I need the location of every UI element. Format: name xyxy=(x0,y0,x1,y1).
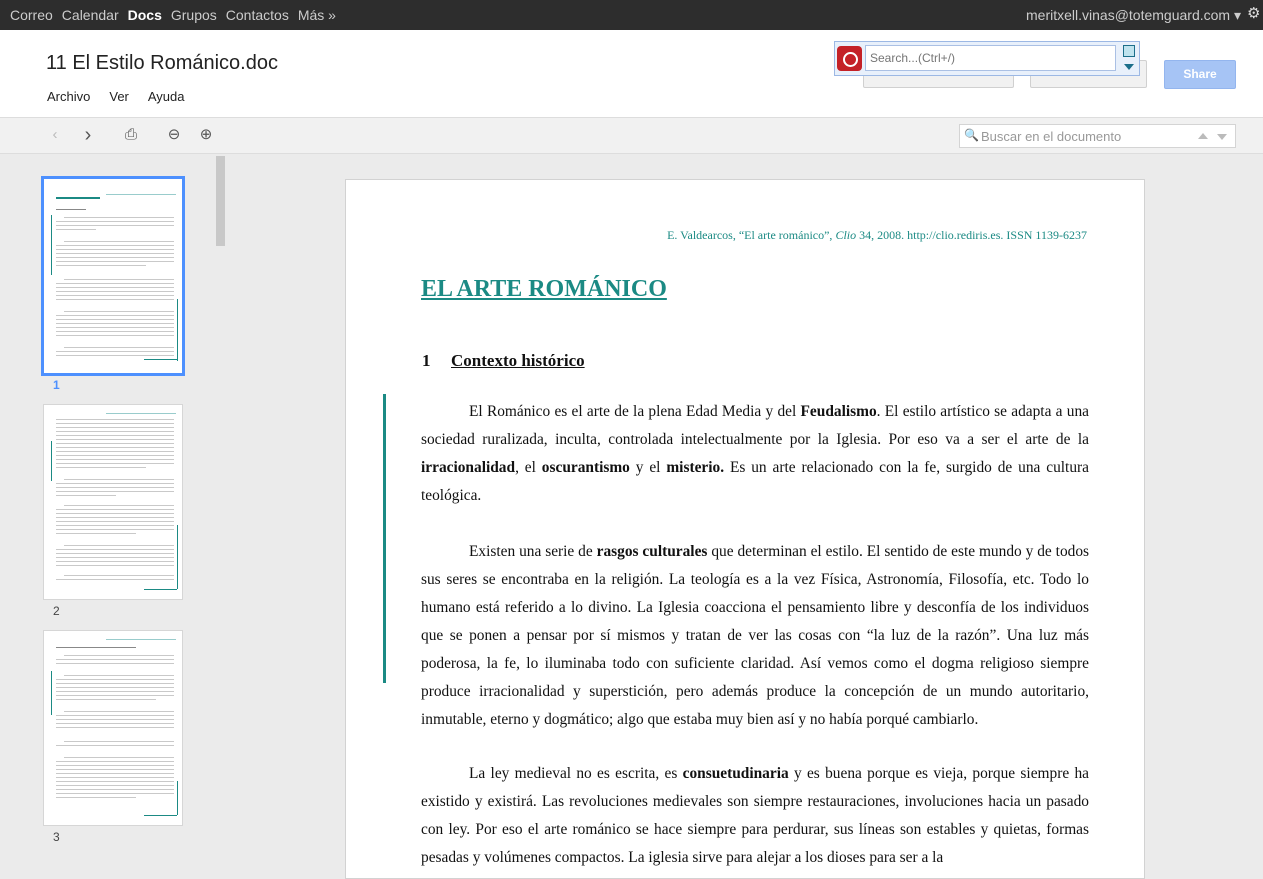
new-window-icon[interactable] xyxy=(1123,45,1135,57)
text-run: rasgos culturales xyxy=(596,543,708,560)
text-run: y es buena porque es vieja, porque siempre ha existido y existirá. Las revoluciones medievales son siempre restauraciones, involuciones hacia un pasado con ley. Por eso el arte románico se hace siempre para perdurar, sus líneas son estables y quietas, formas pesadas y volúmenes compactos. La iglesia sirve para alejar a los dioses para ser a la xyxy=(421,765,1089,866)
citation-journal: Clio xyxy=(835,228,857,242)
page-thumbnail-2[interactable] xyxy=(43,404,183,600)
text-run: que determinan el estilo. El sentido de este mundo y de todos sus seres se encontraba en la religión. La teología es a la vez Física, Astronomía, Filosofía, etc. Todo lo humano está referido a lo divino. La Iglesia coacciona el pensamiento libre y desconfía de los individuos que se ponen a pensar por sí mismos y tratan de ver las cosas con “la luz de la razón”. Una luz más poderosa, la fe, lo iluminaba todo con suficiente claridad. Así vemos como el dogma religioso siempre produce irracionalidad y superstición, pero además produce la concepción de un mundo autoritario, inmutable, eterno y dogmático; algo que estaba muy bien así y no había porqué cambiarlo. xyxy=(421,543,1090,728)
search-icon: 🔍 xyxy=(964,128,979,142)
text-run: misterio. xyxy=(666,459,725,476)
text-run: irracionalidad xyxy=(421,459,516,476)
text-run: La ley medieval no es escrita, es xyxy=(469,765,683,782)
text-run: . El estilo artístico se adapta a una sociedad ruralizada, inculta, controlada intelectualmente por la Iglesia. Por eso va a ser el arte de la xyxy=(421,403,1089,448)
citation-details: 34, 2008. http://clio.rediris.es. ISSN 1139-6237 xyxy=(856,228,1087,242)
next-match-icon[interactable] xyxy=(1217,134,1227,140)
text-run: Existen una serie de xyxy=(469,543,597,560)
dropdown-arrow-icon[interactable] xyxy=(1124,64,1134,70)
nav-calendar[interactable]: Calendar xyxy=(61,7,119,23)
text-run: Feudalismo xyxy=(800,403,877,420)
paragraph-1 xyxy=(421,398,1089,510)
page-thumbnail-3[interactable] xyxy=(43,630,183,826)
nav-mas[interactable]: Más » xyxy=(297,7,336,23)
citation-text: E. Valdearcos, “El arte románico”, xyxy=(667,228,836,242)
document-title: 11 El Estilo Románico.doc xyxy=(46,52,278,74)
nav-docs[interactable]: Docs xyxy=(127,7,162,23)
zoom-out-icon[interactable]: ⊖ xyxy=(167,126,181,143)
extension-search-widget xyxy=(834,41,1140,76)
text-run: Es un arte relacionado con la fe, surgido de una cultura teológica. xyxy=(421,459,1089,504)
text-run: El Románico es el arte de la plena Edad Media y del xyxy=(469,403,801,420)
text-run: y el xyxy=(629,459,667,476)
nav-contactos[interactable]: Contactos xyxy=(225,7,289,23)
section-title: Contexto histórico xyxy=(451,351,585,370)
menu-archivo[interactable]: Archivo xyxy=(47,89,91,104)
viewer-toolbar xyxy=(0,118,1263,154)
menu-ayuda[interactable]: Ayuda xyxy=(147,89,185,104)
print-icon[interactable]: ⎙ xyxy=(124,126,137,143)
share-button[interactable]: Share xyxy=(1164,60,1236,89)
page-thumbnail-sidebar xyxy=(0,154,230,856)
menu-ver[interactable]: Ver xyxy=(109,89,129,104)
chevron-right-icon[interactable]: › xyxy=(84,124,92,146)
extension-search-input[interactable] xyxy=(865,45,1116,71)
gear-icon[interactable]: ⚙ xyxy=(1247,5,1261,22)
page-number-3: 3 xyxy=(53,830,60,844)
app-nav xyxy=(10,7,345,23)
document-header xyxy=(0,30,1263,118)
zoom-in-icon[interactable]: ⊕ xyxy=(199,126,213,143)
document-page xyxy=(345,179,1145,879)
citation-header xyxy=(667,228,1087,243)
menu-bar xyxy=(47,89,185,104)
document-search-field[interactable] xyxy=(959,124,1236,148)
page-number-1: 1 xyxy=(53,378,60,392)
top-navigation-bar xyxy=(0,0,1263,30)
previous-match-icon[interactable] xyxy=(1198,133,1208,139)
nav-grupos[interactable]: Grupos xyxy=(170,7,217,23)
section-number: 1 xyxy=(422,351,431,370)
document-main-title: EL ARTE ROMÁNICO xyxy=(421,276,667,302)
document-search-placeholder: Buscar en el documento xyxy=(981,129,1122,144)
paragraph-3 xyxy=(421,760,1089,872)
page-number-2: 2 xyxy=(53,604,60,618)
nav-correo[interactable]: Correo xyxy=(10,7,53,23)
text-run: , el xyxy=(515,459,542,476)
sidebar-scrollbar[interactable] xyxy=(216,156,225,246)
paragraph-2 xyxy=(421,538,1089,734)
text-run: oscurantismo xyxy=(541,459,630,476)
text-run: consuetudinaria xyxy=(682,765,789,782)
change-bar xyxy=(383,394,386,683)
chevron-left-icon[interactable]: ‹ xyxy=(52,126,58,143)
page-thumbnail-1[interactable] xyxy=(41,176,185,376)
user-account-menu[interactable]: meritxell.vinas@totemguard.com ▾ xyxy=(1026,7,1241,23)
extension-logo-icon[interactable] xyxy=(837,46,862,71)
